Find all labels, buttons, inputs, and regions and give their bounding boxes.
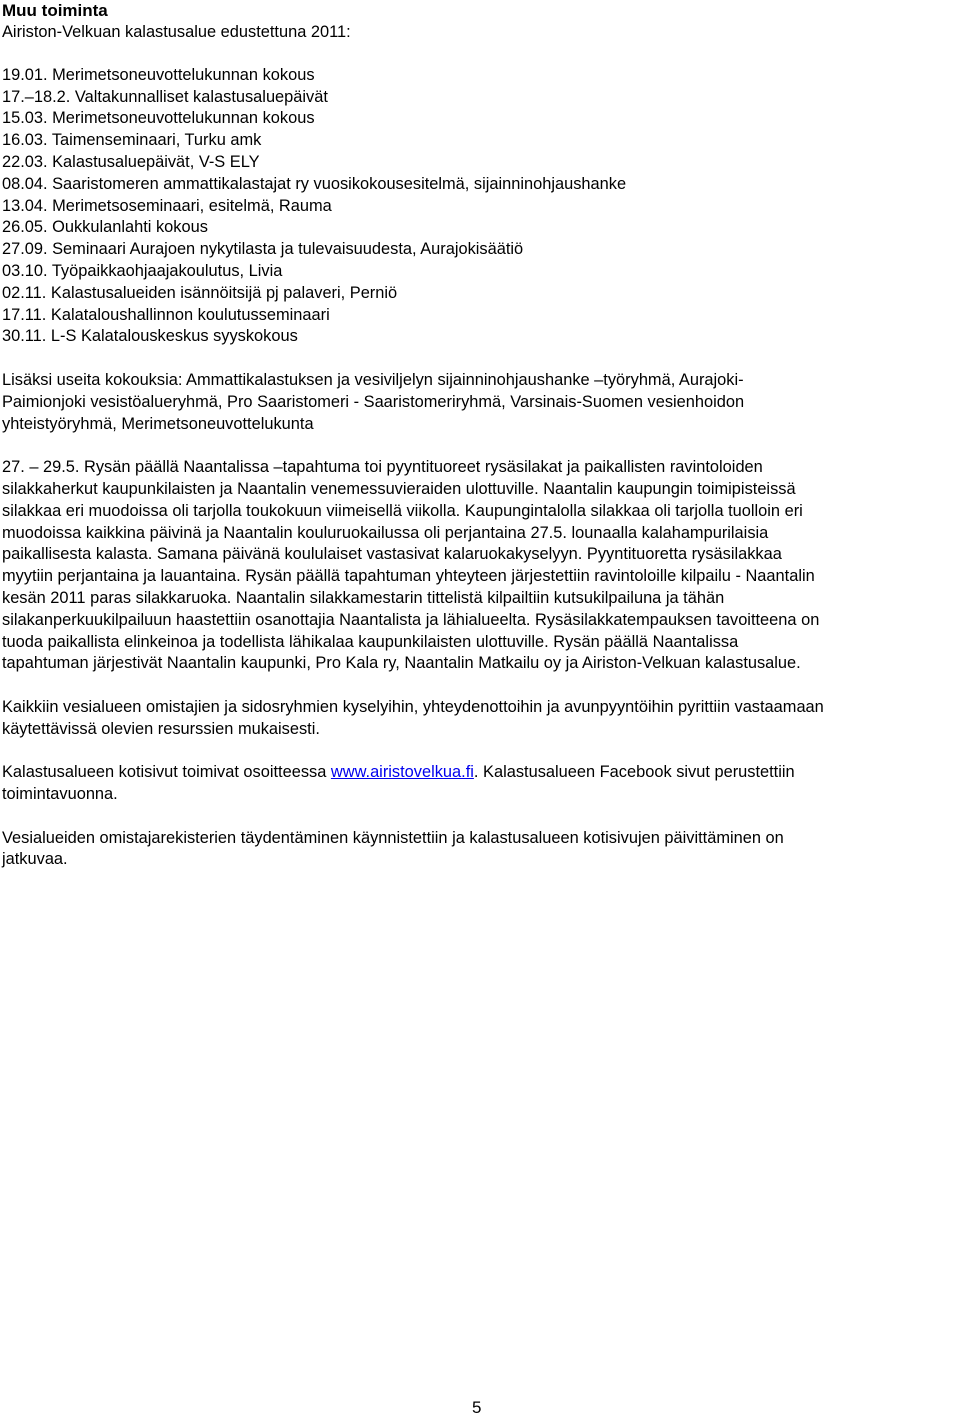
paragraph-line: toimintavuonna. [2,785,118,804]
paragraph-line: tuoda paikallista elinkeinoa ja todellista lähikalaa kaupunkilaisten ulottuville. Rysän päällä Naantalissa [2,632,739,651]
document-page [2,0,958,871]
event-item: 16.03. Taimenseminaari, Turku amk [2,131,262,150]
paragraph-line: tapahtuman järjestivät Naantalin kaupunki, Pro Kala ry, Naantalin Matkailu oy ja Airiston-Velkuan kalastusalue. [2,654,801,673]
event-list [2,65,958,348]
paragraph-line: 27. – 29.5. Rysän päällä Naantalissa –tapahtuma toi pyyntituoreet rysäsilakat ja paikallisten ravintoloiden [2,458,763,477]
paragraph-line: silakanperkuukilpailuun haastettiin osanottajia Naantalista ja lähialueelta. Rysäsilakkatempauksen tavoitteena on [2,610,820,629]
event-item: 03.10. Työpaikkaohjaajakoulutus, Livia [2,261,283,280]
paragraph-line: paikallisesta kalasta. Samana päivänä koululaiset vastasivat kalaruokakyselyyn. Pyyntituoretta rysäsilakkaa [2,545,782,564]
paragraph-line: käytettävissä olevien resurssien mukaisesti. [2,719,320,738]
page-number: 5 [472,1398,482,1417]
spacer [2,741,958,763]
paragraph-line: kesän 2011 paras silakkaruoka. Naantalin silakkamestarin tittelistä kilpailtiin kutsukilpailuna ja tähän [2,588,725,607]
website-paragraph [2,762,958,806]
spacer [2,806,958,828]
paragraph-line: silakkaa eri muodoissa oli tarjolla toukokuun viimeisellä viikolla. Kaupungintalolla silakkaa oli tarjolla tuolloin eri [2,501,803,520]
event-item: 13.04. Merimetsoseminaari, esitelmä, Rauma [2,196,332,215]
registers-paragraph [2,828,958,872]
paragraph-line: silakkaherkut kaupunkilaisten ja Naantalin venemessuvieraiden ulottuville. Naantalin kaupungin toimipisteissä [2,479,796,498]
event-item: 08.04. Saaristomeren ammattikalastajat ry vuosikokousesitelmä, sijainninohjaushanke [2,174,627,193]
event-item: 17.–18.2. Valtakunnalliset kalastusaluepäivät [2,87,328,106]
paragraph-line: Paimionjoki vesistöalueryhmä, Pro Saaristomeri - Saaristomeriryhmä, Varsinais-Suomen vesienhoidon [2,392,745,411]
event-item: 17.11. Kalataloushallinnon koulutusseminaari [2,305,330,324]
event-item: 02.11. Kalastusalueiden isännöitsijä pj palaveri, Perniö [2,283,398,302]
paragraph-line: Vesialueiden omistajarekisterien täydentäminen käynnistettiin ja kalastusalueen kotisivujen päivittäminen on [2,828,784,847]
meetings-paragraph [2,370,958,435]
spacer [2,675,958,697]
paragraph-line: yhteistyöryhmä, Merimetsoneuvottelukunta [2,414,314,433]
paragraph-line: Kaikkiin vesialueen omistajien ja sidosryhmien kyselyihin, yhteydenottoihin ja avunpyyntöihin pyrittiin vastaamaan [2,697,824,716]
spacer [2,348,958,370]
event-item: 26.05. Oukkulanlahti kokous [2,218,208,237]
rysa-event-paragraph [2,457,958,675]
paragraph-line: myytiin perjantaina ja lauantaina. Rysän päällä tapahtuman yhteyteen järjestettiin ravintoloille kilpailu - Naantalin [2,567,815,586]
survey-paragraph [2,697,958,741]
event-item: 19.01. Merimetsoneuvottelukunnan kokous [2,65,315,84]
event-item: 22.03. Kalastusaluepäivät, V-S ELY [2,152,260,171]
paragraph-line: Lisäksi useita kokouksia: Ammattikalastuksen ja vesiviljelyn sijainninohjaushanke –työryhmä, Aurajoki- [2,370,744,389]
website-text-before: Kalastusalueen kotisivut toimivat osoitteessa [2,763,331,782]
event-item: 30.11. L-S Kalatalouskeskus syyskokous [2,327,298,346]
intro-text: Airiston-Velkuan kalastusalue edustettuna 2011: [2,23,351,41]
spacer [2,435,958,457]
paragraph-line: jatkuvaa. [2,850,68,869]
website-text-after: . Kalastusalueen Facebook sivut perustettiin [473,763,795,782]
website-link[interactable]: www.airistovelkua.fi [330,763,474,782]
event-item: 27.09. Seminaari Aurajoen nykytilasta ja tulevaisuudesta, Aurajokisäätiö [2,240,524,259]
paragraph-line [2,762,958,784]
paragraph-line: muodoissa kaikkina päivinä ja Naantalin kouluruokailussa oli perjantaina 27.5. lounaalla kalahampurilaisia [2,523,769,542]
section-heading: Muu toiminta [2,1,108,20]
event-item: 15.03. Merimetsoneuvottelukunnan kokous [2,109,315,128]
